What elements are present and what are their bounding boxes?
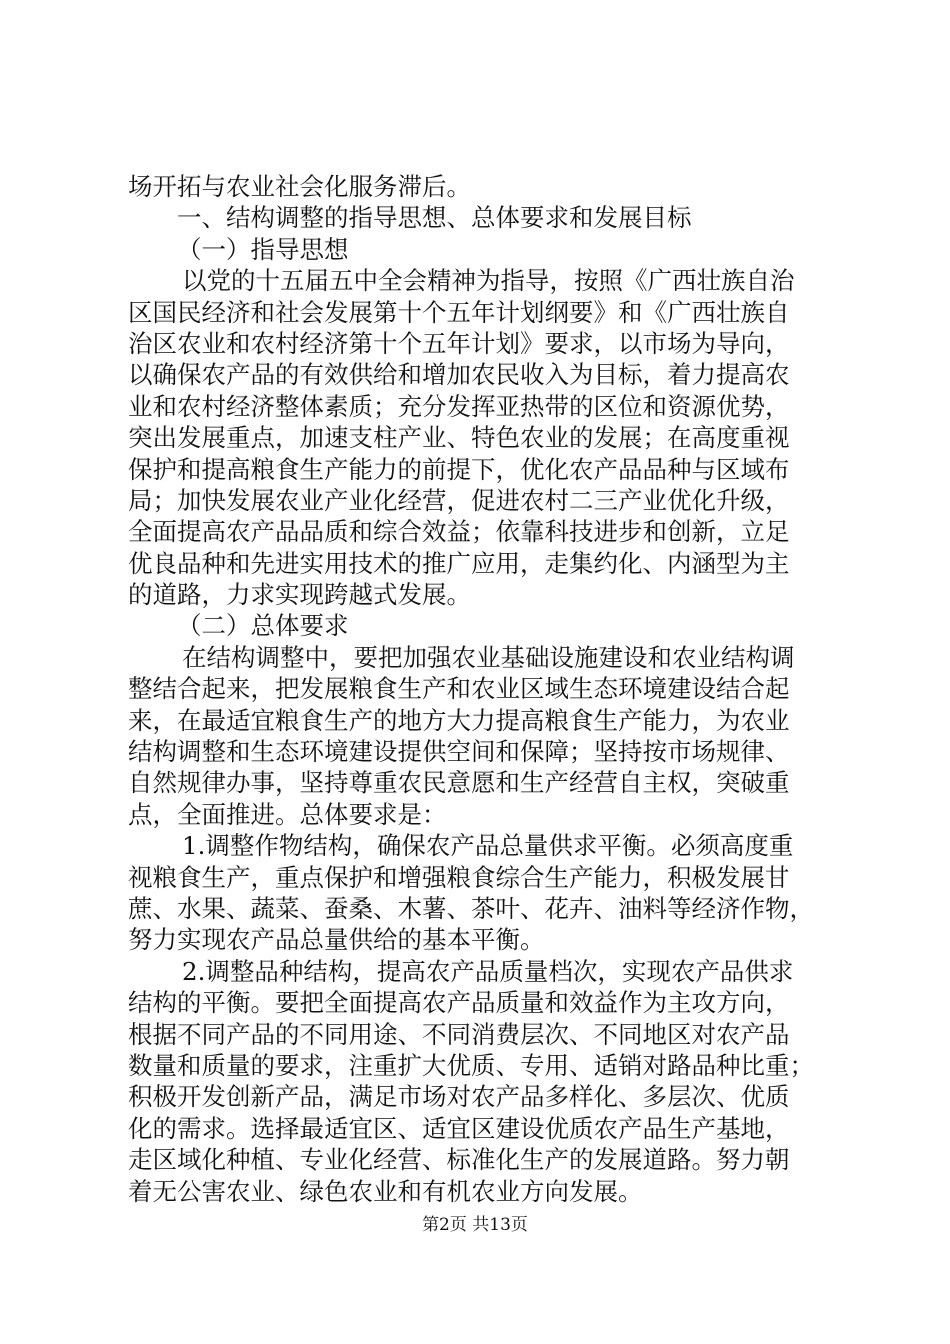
text-line: 以确保农产品的有效供给和增加农民收入为目标，着力提高农 [128,360,790,390]
text-line: 全面提高农产品品质和综合效益；依靠科技进步和创新，立足 [128,517,790,547]
text-line: （二）总体要求 [177,611,349,641]
text-line: 一、结构调整的指导思想、总体要求和发展目标 [177,203,692,233]
text-line: 突出发展重点，加速支柱产业、特色农业的发展；在高度重视 [128,423,790,453]
text-line: 优良品种和先进实用技术的推广应用，走集约化、内涵型为主 [128,548,790,578]
text-line: 来，在最适宜粮食生产的地方大力提高粮食生产能力，为农业 [128,705,790,735]
text-line: 结构调整和生态环境建设提供空间和保障；坚持按市场规律、 [128,737,790,767]
page-footer: 第2页 共13页 [422,1215,528,1235]
text-line: 走区域化种植、专业化经营、标准化生产的发展道路。努力朝 [128,1145,790,1175]
text-line: 治区农业和农村经济第十个五年计划》要求，以市场为导向， [128,328,790,358]
text-line: 数量和质量的要求，注重扩大优质、专用、适销对路品种比重； [128,1050,814,1080]
text-line: 区国民经济和社会发展第十个五年计划纲要》和《广西壮族自 [128,297,790,327]
text-line: 化的需求。选择最适宜区、适宜区建设优质农产品生产基地， [128,1113,790,1143]
text-line: 在结构调整中，要把加强农业基础设施建设和农业结构调 [182,642,795,672]
text-line: 结构的平衡。要把全面提高农产品质量和效益作为主攻方向， [128,988,790,1018]
text-line: （一）指导思想 [177,234,349,264]
body-text [128,171,833,1207]
text-line: 业和农村经济整体素质；充分发挥亚热带的区位和资源优势， [128,391,790,421]
text-line: 积极开发创新产品，满足市场对农产品多样化、多层次、优质 [128,1082,790,1112]
text-line: 1.调整作物结构，确保农产品总量供求平衡。必须高度重 [182,831,794,861]
text-line: 保护和提高粮食生产能力的前提下，优化农产品品种与区域布 [128,454,790,484]
text-line: 的道路，力求实现跨越式发展。 [128,580,471,610]
text-line: 根据不同产品的不同用途、不同消费层次、不同地区对农产品 [128,1019,790,1049]
text-line: 努力实现农产品总量供给的基本平衡。 [128,925,545,955]
text-line: 以党的十五届五中全会精神为指导，按照《广西壮族自治 [182,266,795,296]
text-line: 点，全面推进。总体要求是： [128,799,447,829]
text-line: 2.调整品种结构，提高农产品质量档次，实现农产品供求 [182,956,794,986]
text-line: 整结合起来，把发展粮食生产和农业区域生态环境建设结合起 [128,674,790,704]
text-line: 蔗、水果、蔬菜、蚕桑、木薯、茶叶、花卉、油料等经济作物， [128,893,814,923]
text-line: 着无公害农业、绿色农业和有机农业方向发展。 [128,1176,643,1206]
text-line: 自然规律办事，坚持尊重农民意愿和生产经营自主权，突破重 [128,768,790,798]
text-line: 场开拓与农业社会化服务滞后。 [128,172,471,201]
text-line: 局；加快发展农业产业化经营，促进农村二三产业优化升级， [128,485,790,515]
text-line: 视粮食生产，重点保护和增强粮食综合生产能力，积极发展甘 [128,862,790,892]
